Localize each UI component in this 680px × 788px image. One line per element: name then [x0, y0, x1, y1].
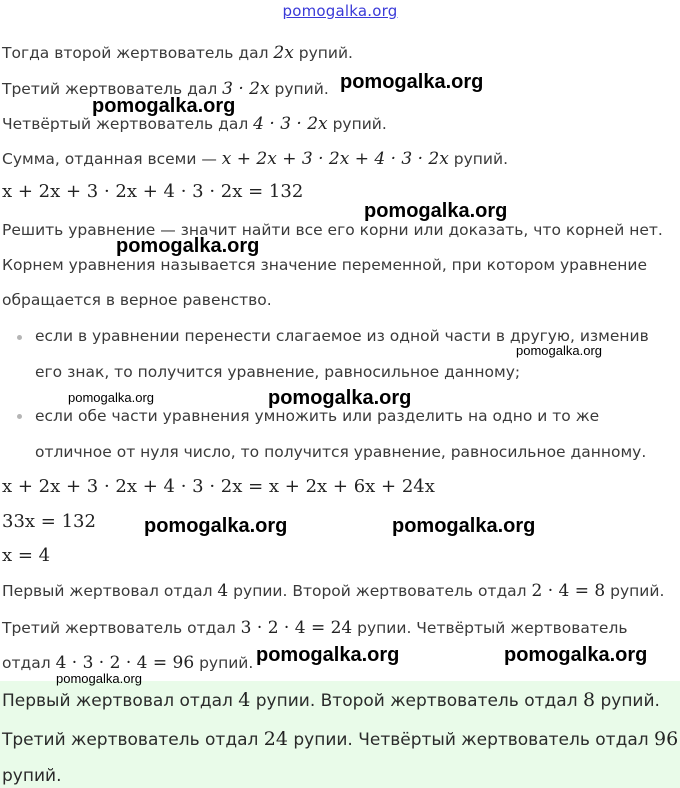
- bullet-1-line-1: если в уравнении перенести слагаемое из одной части в другую, изменив: [35, 327, 649, 345]
- definition-root-1: Корнем уравнения называется значение переменной, при котором уравнение: [2, 256, 647, 274]
- equation-expanded: x + 2x + 3 · 2x + 4 · 3 · 2x = x + 2x + 6x + 24x: [2, 476, 435, 497]
- result-line-1: Первый жертвовал отдал 4 рупии. Второй жертвователь отдал 2 · 4 = 8 рупий.: [2, 581, 665, 601]
- answer-line-1: Первый жертвовал отдал 4 рупии. Второй жертвователь отдал 8 рупий.: [2, 689, 660, 711]
- watermark: pomogalka.org: [516, 343, 602, 358]
- line-second-donor: Тогда второй жертвователь дал 2x рупий.: [2, 43, 353, 63]
- bullet-1-line-2: его знак, то получится уравнение, равносильное данному;: [35, 363, 521, 381]
- equation-collected: 33x = 132: [2, 511, 96, 532]
- watermark: pomogalka.org: [256, 644, 400, 666]
- watermark: pomogalka.org: [268, 387, 412, 409]
- watermark: pomogalka.org: [364, 200, 508, 222]
- site-link[interactable]: pomogalka.org: [282, 2, 398, 20]
- line-fourth-donor: Четвёртый жертвователь дал 4 · 3 · 2x рупий.: [2, 114, 387, 134]
- watermark: pomogalka.org: [56, 671, 142, 686]
- answer-box: [0, 681, 680, 788]
- bullet-dot-1: [17, 335, 22, 340]
- equation-root: x = 4: [2, 545, 51, 566]
- bullet-2-line-1: если обе части уравнения умножить или разделить на одно и то же: [35, 407, 600, 425]
- watermark: pomogalka.org: [340, 71, 484, 93]
- definition-root-2: обращается в верное равенство.: [2, 291, 272, 309]
- line-third-donor: Третий жертвователь дал 3 · 2x рупий.: [2, 79, 329, 99]
- equation-main: x + 2x + 3 · 2x + 4 · 3 · 2x = 132: [2, 181, 304, 202]
- watermark: pomogalka.org: [68, 390, 154, 405]
- result-line-3: отдал 4 · 3 · 2 · 4 = 96 рупий.: [2, 653, 254, 673]
- answer-line-2: Третий жертвователь отдал 24 рупии. Четвёртый жертвователь отдал 96: [2, 728, 679, 750]
- watermark: pomogalka.org: [504, 644, 648, 666]
- watermark: pomogalka.org: [392, 515, 536, 537]
- line-total-sum: Сумма, отданная всеми — x + 2x + 3 · 2x + 4 · 3 · 2x рупий.: [2, 149, 508, 169]
- watermark: pomogalka.org: [92, 95, 236, 117]
- bullet-2-line-2: отличное от нуля число, то получится уравнение, равносильное данному.: [35, 443, 647, 461]
- watermark: pomogalka.org: [116, 235, 260, 257]
- answer-line-3: рупий.: [2, 766, 62, 786]
- bullet-dot-2: [17, 414, 22, 419]
- watermark: pomogalka.org: [144, 515, 288, 537]
- result-line-2: Третий жертвователь отдал 3 · 2 · 4 = 24 рупии. Четвёртый жертвователь: [2, 618, 628, 638]
- definition-solve: Решить уравнение — значит найти все его корни или доказать, что корней нет.: [2, 221, 663, 239]
